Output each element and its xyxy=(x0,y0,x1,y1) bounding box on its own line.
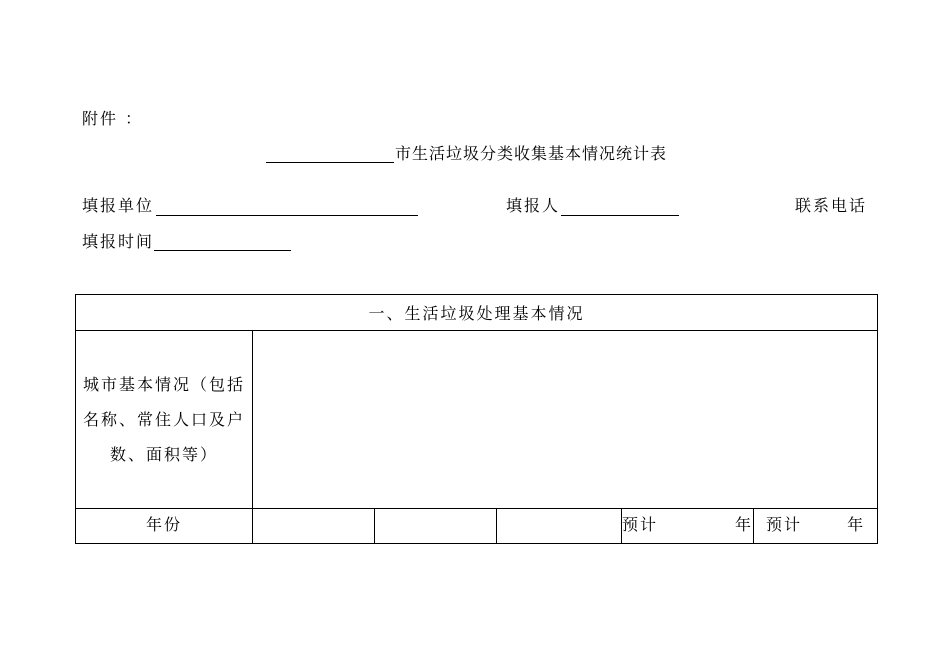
phone-label: 联系电话 xyxy=(795,196,868,215)
city-info-input[interactable] xyxy=(253,331,878,509)
year-row xyxy=(76,509,878,544)
unit-field[interactable] xyxy=(156,215,418,216)
forecast-year-cell-2[interactable] xyxy=(754,509,878,544)
year-label: 年份 xyxy=(76,509,253,544)
year-cell-2[interactable] xyxy=(375,509,497,544)
city-info-label: 城市基本情况（包括名称、常住人口及户数、面积等） xyxy=(76,331,253,509)
forecast-year-cell-1[interactable] xyxy=(622,509,754,544)
time-field[interactable] xyxy=(154,250,291,251)
year-cell-3[interactable] xyxy=(497,509,622,544)
title-city-blank[interactable] xyxy=(266,162,394,163)
section-header-row xyxy=(76,295,878,331)
forecast-prefix: 预计 xyxy=(766,515,803,534)
section-title: 一、生活垃圾处理基本情况 xyxy=(76,295,878,331)
unit-label: 填报单位 xyxy=(82,196,155,215)
reporter-field[interactable] xyxy=(561,215,679,216)
form-title: 市生活垃圾分类收集基本情况统计表 xyxy=(395,144,668,163)
statistics-table xyxy=(75,294,878,544)
year-suffix: 年 xyxy=(847,515,866,534)
year-cell-1[interactable] xyxy=(253,509,375,544)
city-info-row xyxy=(76,331,878,509)
forecast-prefix: 预计 xyxy=(622,515,659,534)
attachment-label: 附件 ： xyxy=(82,109,144,128)
time-label: 填报时间 xyxy=(82,232,155,251)
year-suffix: 年 xyxy=(734,515,753,534)
reporter-label: 填报人 xyxy=(506,196,561,215)
